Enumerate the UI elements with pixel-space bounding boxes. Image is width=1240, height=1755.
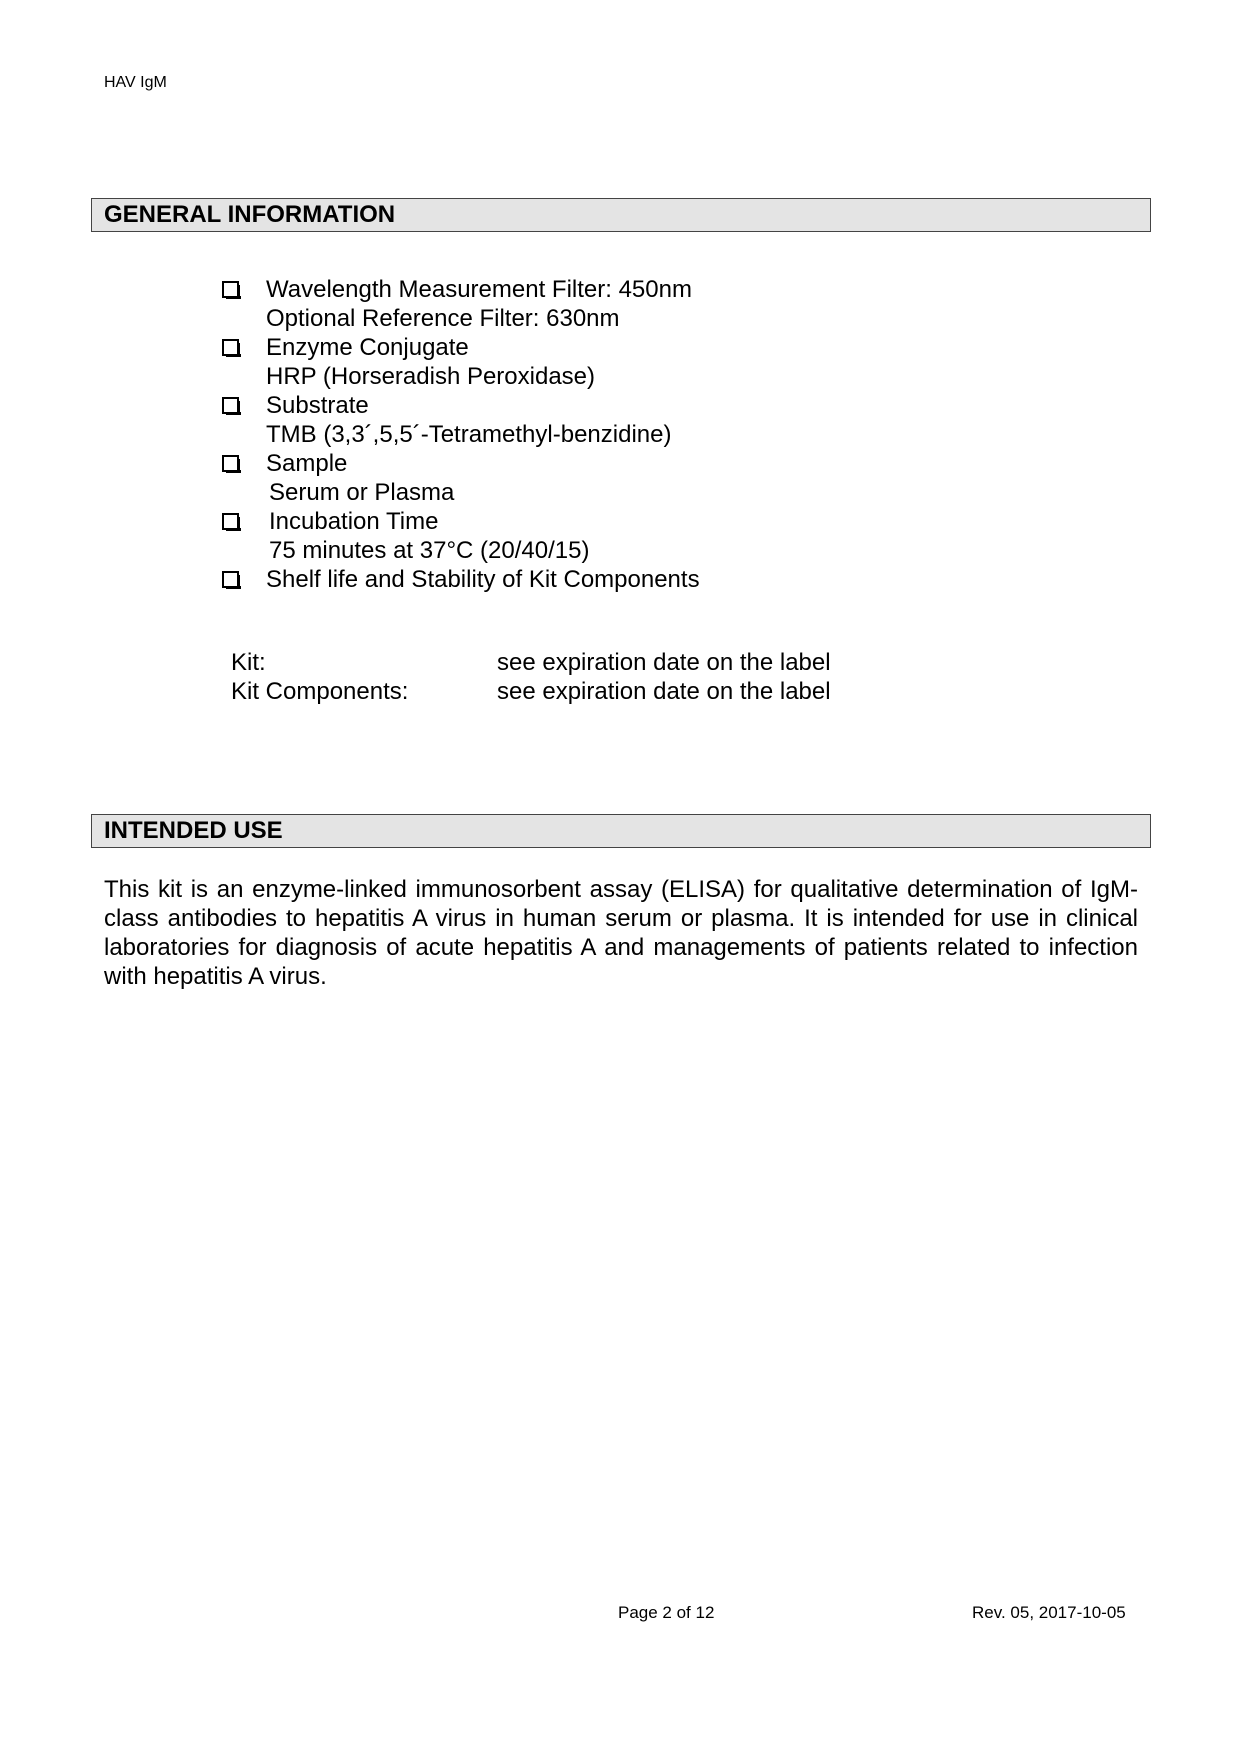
list-item-detail: Serum or Plasma <box>269 479 455 506</box>
list-item-title: Wavelength Measurement Filter: 450nm <box>266 276 692 303</box>
shelf-life-value: see expiration date on the label <box>497 649 831 676</box>
list-item <box>222 507 700 565</box>
intended-use-paragraph: This kit is an enzyme-linked immunosorbent assay (ELISA) for qualitative determination of IgM-class antibodies to hepatitis A virus in human serum or plasma. It is intended for use in clinical laboratories for diagnosis of acute hepatitis A and managements of patients related to infection with hepatitis A virus. <box>104 876 1138 990</box>
checkbox-icon <box>222 455 239 472</box>
shelf-life-table <box>231 648 831 706</box>
list-item <box>222 449 700 507</box>
checkbox-icon <box>222 513 239 530</box>
checkbox-icon <box>222 571 239 588</box>
list-item-title: Substrate <box>266 392 369 419</box>
general-information-list <box>222 275 700 594</box>
list-item <box>222 565 700 594</box>
document-header: HAV IgM <box>104 74 167 91</box>
list-item-title: Sample <box>266 450 348 477</box>
list-item-title: Enzyme Conjugate <box>266 334 469 361</box>
list-item <box>222 275 700 333</box>
list-item-title: Shelf life and Stability of Kit Components <box>266 566 700 593</box>
list-item-detail: Optional Reference Filter: 630nm <box>266 305 620 332</box>
list-item-detail: 75 minutes at 37°C (20/40/15) <box>269 537 590 564</box>
shelf-life-label: Kit Components: <box>231 678 409 705</box>
page-number: Page 2 of 12 <box>618 1603 715 1622</box>
list-item-detail: HRP (Horseradish Peroxidase) <box>266 363 596 390</box>
list-item-detail: TMB (3,3´,5,5´-Tetramethyl-benzidine) <box>266 421 672 448</box>
checkbox-icon <box>222 281 239 298</box>
section-heading-intended-use: INTENDED USE <box>91 814 1151 848</box>
table-row <box>231 677 831 706</box>
shelf-life-label: Kit: <box>231 649 266 676</box>
checkbox-icon <box>222 397 239 414</box>
list-item <box>222 333 700 391</box>
section-heading-general-information: GENERAL INFORMATION <box>91 198 1151 232</box>
list-item <box>222 391 700 449</box>
checkbox-icon <box>222 339 239 356</box>
shelf-life-value: see expiration date on the label <box>497 678 831 705</box>
list-item-title: Incubation Time <box>269 508 439 535</box>
table-row <box>231 648 831 677</box>
revision-label: Rev. 05, 2017-10-05 <box>972 1603 1126 1622</box>
